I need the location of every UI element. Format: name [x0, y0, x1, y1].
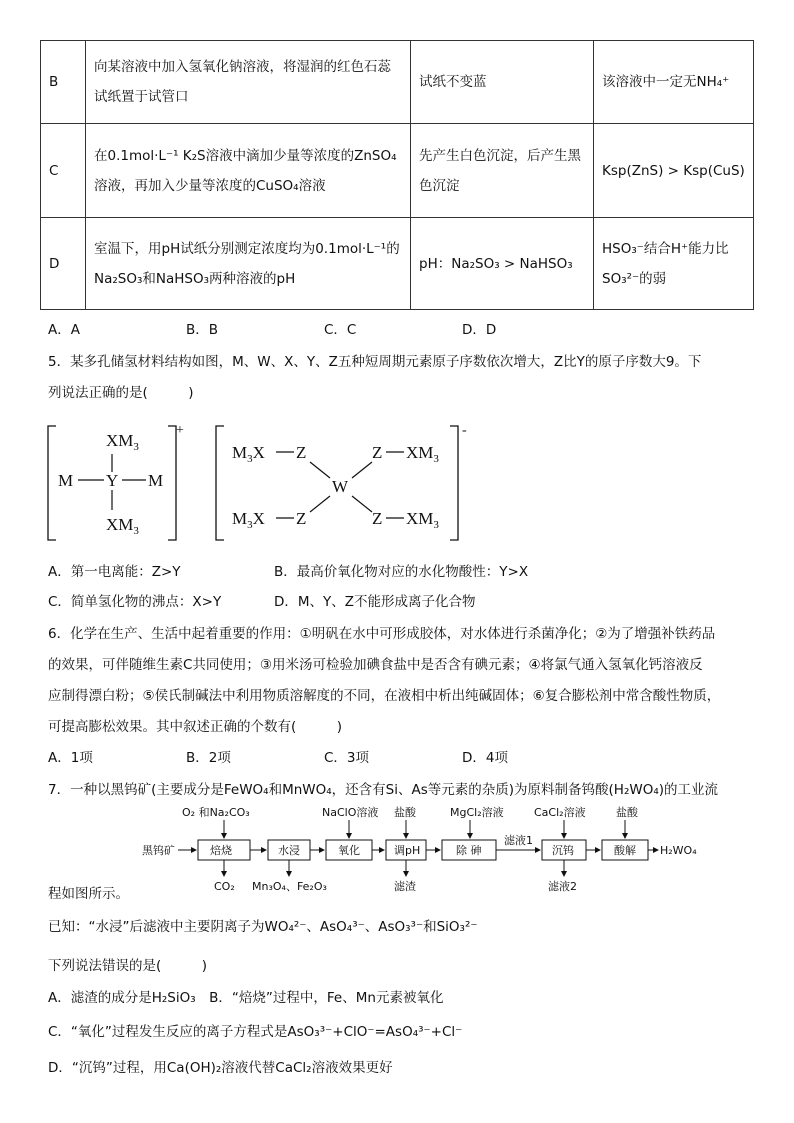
conclusion-cell: 该溶液中一定无NH₄⁺	[594, 41, 754, 124]
left-bracket	[48, 426, 56, 540]
group-m3x: $M_3X$	[232, 443, 265, 465]
flow-step: 除 砷	[456, 844, 482, 857]
phenomenon-cell: pH：Na₂SO₃ > NaHSO₃	[411, 218, 594, 310]
option[interactable]: C．C	[324, 322, 357, 338]
anion-charge: -	[462, 423, 467, 438]
procedure-cell: 向某溶液中加入氢氧化钠溶液，将湿润的红色石蕊试纸置于试管口	[86, 41, 411, 124]
row-label: D	[41, 218, 86, 310]
flow-output: 滤液2	[548, 880, 577, 893]
option[interactable]: A．滤渣的成分是H₂SiO₃ B．“焙烧”过程中，Fe、Mn元素被氧化	[48, 990, 444, 1006]
q5-stem-line: 5．某多孔储氢材料结构如图，M、W、X、Y、Z五种短周期元素原子序数依次增大，Z比Y的原子序数大9。下	[48, 354, 702, 370]
q7-known: 已知：“水浸”后滤液中主要阴离子为WO₄²⁻、AsO₄³⁻、AsO₃³⁻和SiO₃²⁻	[48, 919, 478, 935]
experiment-table	[40, 40, 754, 310]
flow-step: 氧化	[338, 844, 360, 857]
row-label: B	[41, 41, 86, 124]
option[interactable]: D．M、Y、Z不能形成离子化合物	[274, 594, 476, 610]
flow-input: 盐酸	[394, 806, 416, 819]
flow-start: 黑钨矿	[142, 844, 175, 857]
flow-step: 水浸	[278, 844, 300, 857]
table-row	[41, 124, 754, 218]
top-group: $XM_3$	[106, 431, 139, 453]
option[interactable]: C．“氧化”过程发生反应的离子方程式是AsO₃³⁻+ClO⁻=AsO₄³⁻+Cl⁻	[48, 1024, 463, 1040]
q5-stem-line: 列说法正确的是( )	[48, 385, 194, 401]
flow-step: 酸解	[614, 844, 636, 857]
option[interactable]: B．最高价氧化物对应的水化物酸性：Y>X	[274, 564, 529, 580]
table-row	[41, 41, 754, 124]
option[interactable]: B．B	[186, 322, 219, 338]
flow-step: 沉钨	[552, 844, 574, 857]
atom-m-right: M	[148, 471, 164, 490]
flow-product: H₂WO₄	[660, 844, 697, 857]
option[interactable]: A．第一电离能：Z>Y	[48, 564, 181, 580]
option[interactable]: B．2项	[186, 750, 231, 766]
flow-input: MgCl₂溶液	[450, 806, 504, 819]
atom-z: Z	[296, 443, 307, 462]
flow-output: Mn₃O₄、Fe₂O₃	[252, 880, 327, 893]
phenomenon-cell: 先产生白色沉淀，后产生黑色沉淀	[411, 124, 594, 218]
option[interactable]: D．D	[462, 322, 497, 338]
procedure-cell: 在0.1mol·L⁻¹ K₂S溶液中滴加少量等浓度的ZnSO₄溶液，再加入少量等浓度的CuSO₄溶液	[86, 124, 411, 218]
flow-input: O₂ 和Na₂CO₃	[182, 806, 250, 819]
group-xm3: $XM_3$	[406, 509, 439, 531]
flow-input: CaCl₂溶液	[534, 806, 586, 819]
conclusion-cell: Ksp(ZnS) > Ksp(CuS)	[594, 124, 754, 218]
flow-input: NaClO溶液	[322, 806, 379, 819]
flow-step: 焙烧	[210, 844, 232, 857]
q6-stem-line: 应制得漂白粉；⑤侯氏制碱法中利用物质溶解度的不同，在液相中析出纯碱固体；⑥复合膨松剂中常含酸性物质，	[48, 688, 721, 704]
q6-stem-line: 6．化学在生产、生活中起着重要的作用：①明矾在水中可形成胶体，对水体进行杀菌净化；②为了增强补铁药品	[48, 626, 716, 642]
option[interactable]: D．4项	[462, 750, 508, 766]
process-flow-diagram	[130, 804, 730, 896]
conclusion-cell: HSO₃⁻结合H⁺能力比SO₃²⁻的弱	[594, 218, 754, 310]
bottom-group: $XM_3$	[106, 515, 139, 537]
option[interactable]: A．1项	[48, 750, 93, 766]
group-m3x: $M_3X$	[232, 509, 265, 531]
q5-options-row	[48, 560, 528, 580]
filtrate-1: 滤液1	[504, 834, 533, 847]
group-xm3: $XM_3$	[406, 443, 439, 465]
atom-z: Z	[296, 509, 307, 528]
flow-output: CO₂	[214, 880, 235, 893]
q6-stem-line: 的效果，可伴随维生素C共同使用；③用米汤可检验加碘食盐中是否含有碘元素；④将氯气通入氢氧化钙溶液反	[48, 657, 703, 673]
procedure-cell: 室温下，用pH试纸分别测定浓度均为0.1mol·L⁻¹的Na₂SO₃和NaHSO₃两种溶液的pH	[86, 218, 411, 310]
q4-options	[48, 318, 496, 338]
option[interactable]: C．3项	[324, 750, 370, 766]
atom-z: Z	[372, 509, 383, 528]
right-bracket	[168, 426, 176, 540]
q6-options	[48, 746, 508, 766]
phenomenon-cell: 试纸不变蓝	[411, 41, 594, 124]
flow-input: 盐酸	[616, 806, 638, 819]
flow-output: 滤渣	[394, 880, 416, 893]
table-row	[41, 218, 754, 310]
atom-m-left: M	[58, 471, 74, 490]
atom-w: W	[332, 477, 349, 496]
q7-stem-line: 程如图所示。	[48, 886, 129, 902]
atom-y: Y	[106, 471, 119, 490]
structure-diagram	[40, 420, 480, 550]
cation-charge: +	[176, 423, 184, 438]
q7-stem-line: 7．一种以黑钨矿(主要成分是FeWO₄和MnWO₄，还含有Si、As等元素的杂质)为原料制备钨酸(H₂WO₄)的工业流	[48, 782, 719, 798]
option[interactable]: A．A	[48, 322, 80, 338]
row-label: C	[41, 124, 86, 218]
q6-stem-line: 可提高膨松效果。其中叙述正确的个数有( )	[48, 719, 343, 735]
q5-options-row	[48, 590, 476, 610]
flow-step: 调pH	[394, 844, 421, 857]
option[interactable]: C．简单氢化物的沸点：X>Y	[48, 594, 222, 610]
option[interactable]: D．“沉钨”过程，用Ca(OH)₂溶液代替CaCl₂溶液效果更好	[48, 1060, 393, 1076]
atom-z: Z	[372, 443, 383, 462]
q7-question: 下列说法错误的是( )	[48, 958, 208, 974]
